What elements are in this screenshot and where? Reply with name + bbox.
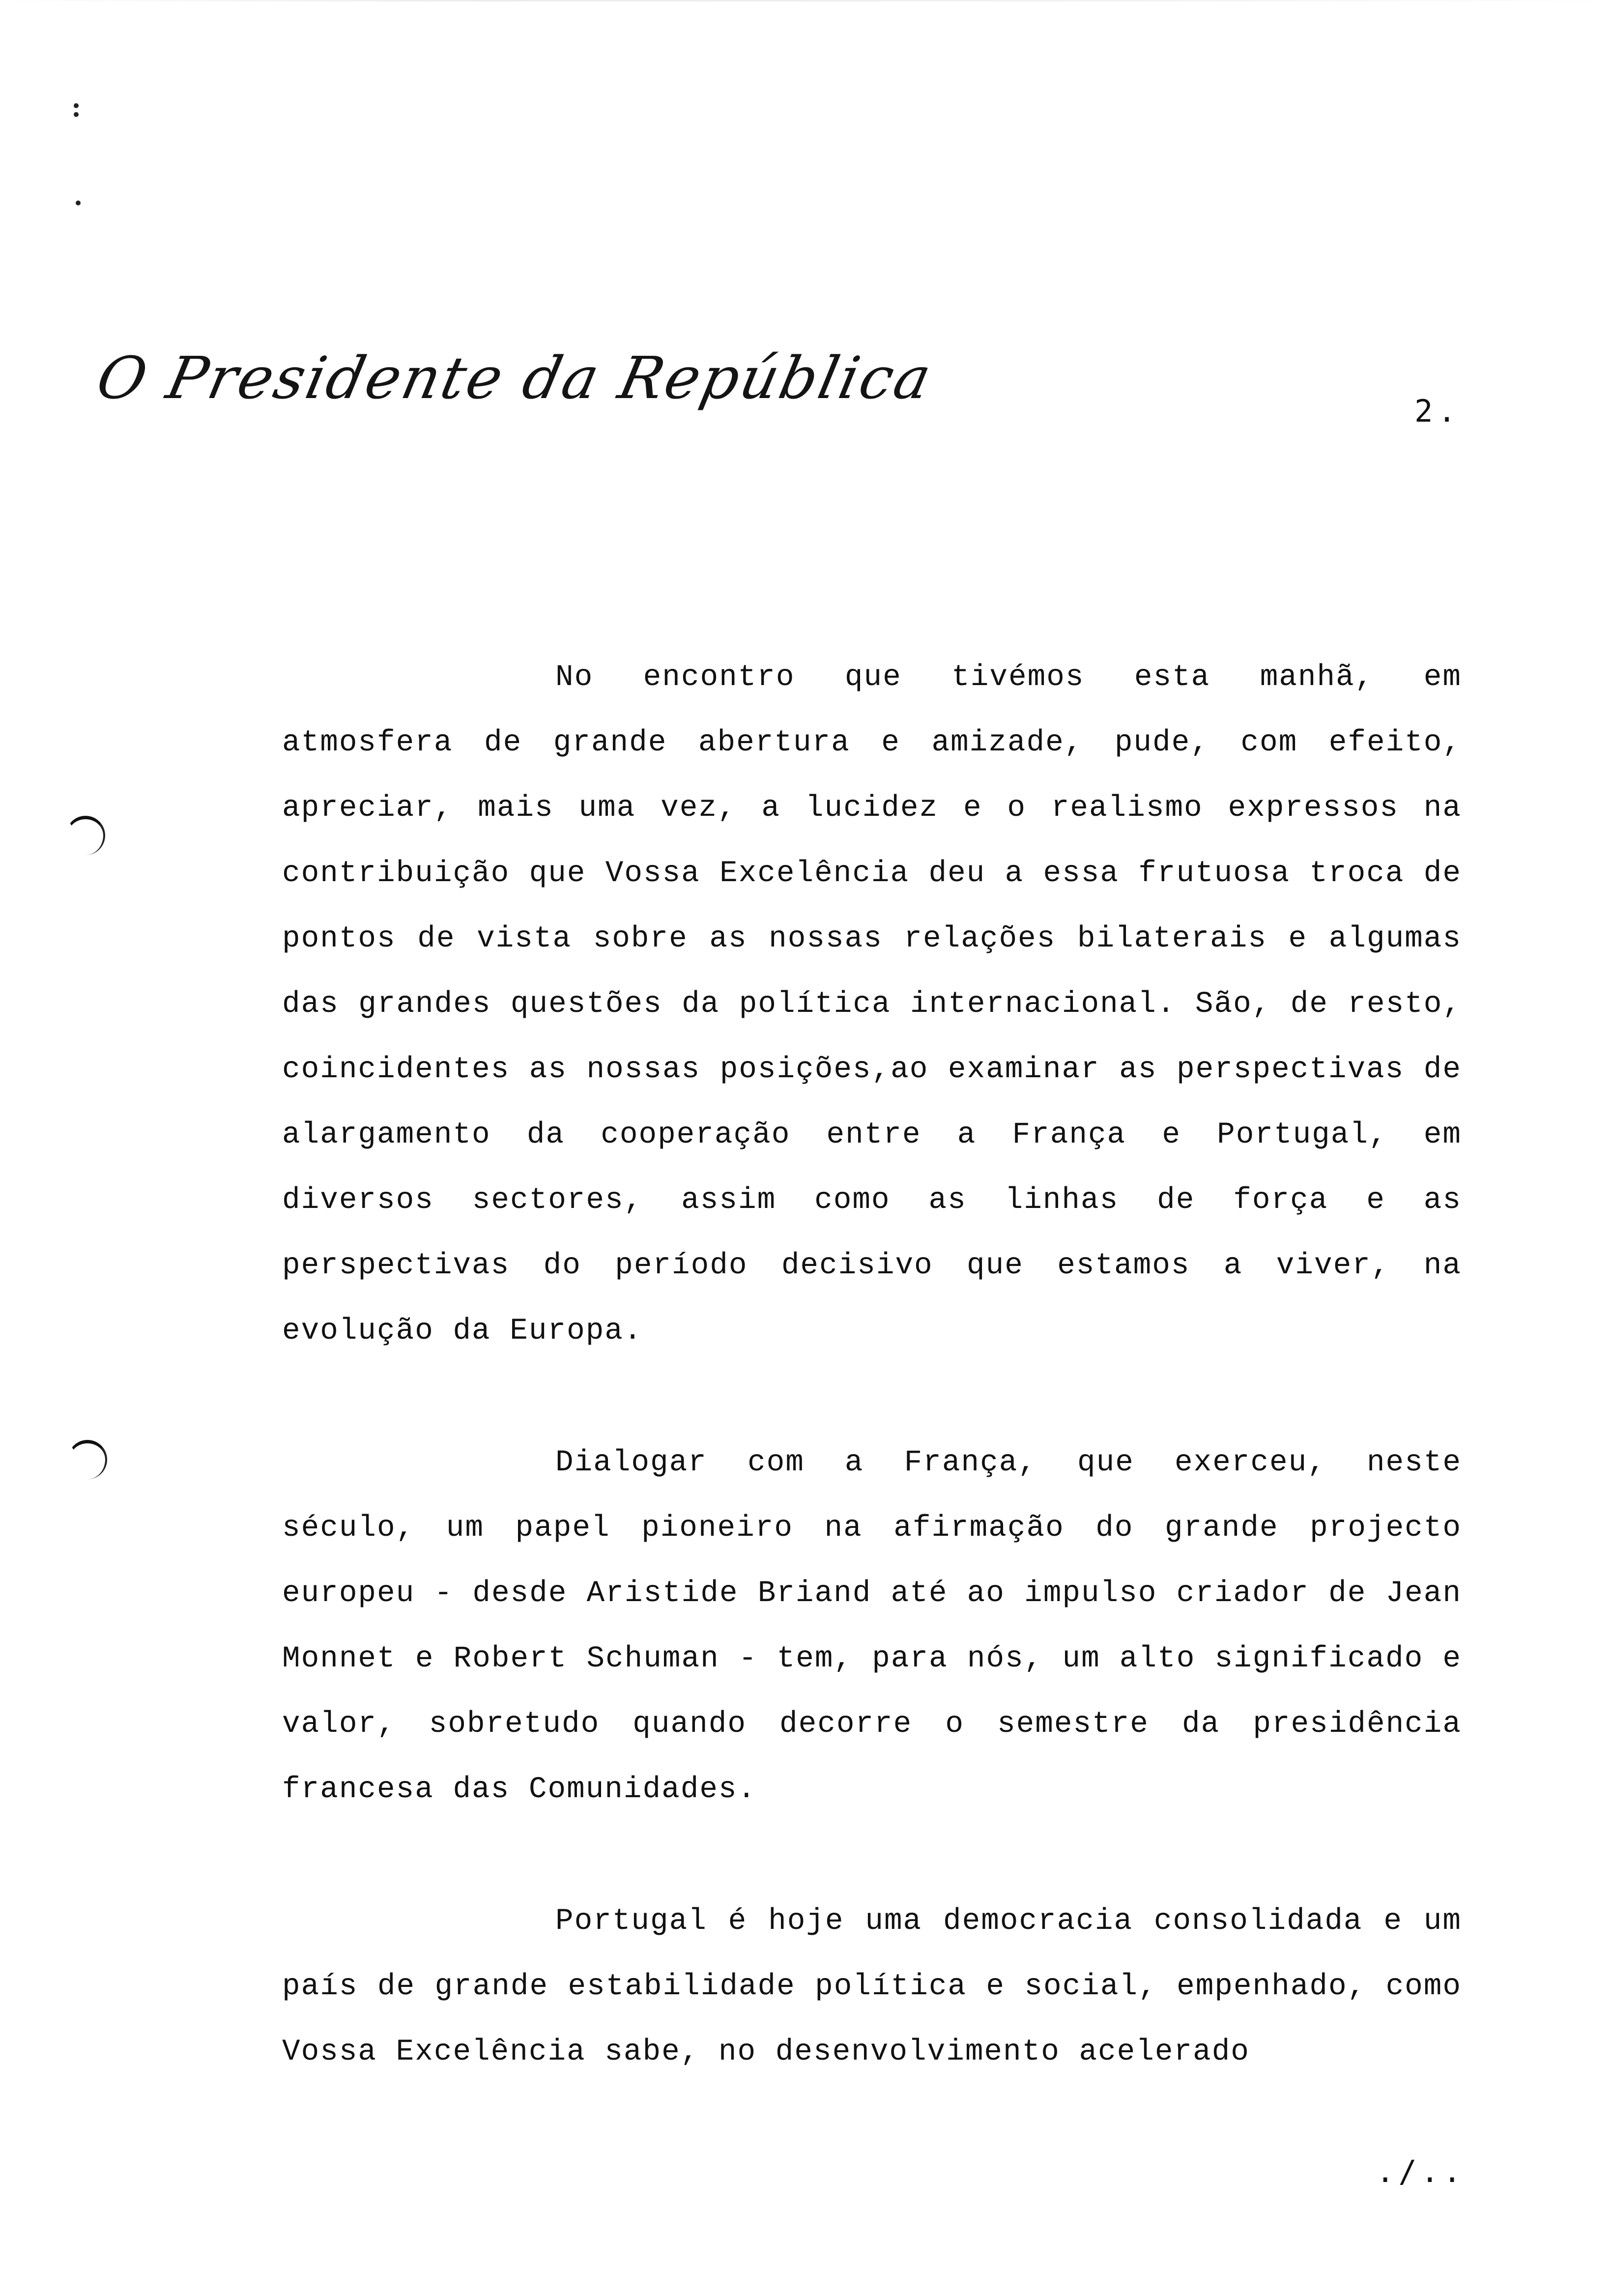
scan-edge-artifact	[0, 0, 1612, 1]
punch-hole-mark	[66, 816, 105, 855]
letterhead: O Presidente da República	[91, 344, 939, 412]
paragraph: No encontro que tivémos esta manhã, em atmosfera de grande abertura e amizade, pude, com efeito, apreciar, mais uma vez, a lucidez e o realismo expressos na contribuição que Vossa Excelência deu a essa frutuosa troca de pontos de vista sobre as nossas relações bilaterais e algumas das grandes questões da política internacional. São, de resto, coincidentes as nossas posições,ao examinar as perspectivas de alargamento da cooperação entre a França e Portugal, em diversos sectores, assim como as linhas de força e as perspectivas do período decisivo que estamos a viver, na evolução da Europa.	[282, 660, 1462, 1348]
paragraph: Dialogar com a França, que exerceu, neste século, um papel pioneiro na afirmação do grande projecto europeu - desde Aristide Briand até ao impulso criador de Jean Monnet e Robert Schuman - tem, para nós, um alto significado e valor, sobretudo quando decorre o semestre da presidência francesa das Comunidades.	[282, 1446, 1462, 1807]
letter-body	[282, 645, 1462, 2151]
margin-dot	[76, 201, 81, 205]
margin-dot	[74, 112, 79, 117]
punch-hole-mark	[68, 1440, 107, 1479]
paragraph: Portugal é hoje uma democracia consolidada e um país de grande estabilidade política e social, empenhado, como Vossa Excelência sabe, no desenvolvimento acelerado	[282, 1904, 1462, 2069]
margin-dot	[74, 103, 79, 108]
page-number: 2.	[1414, 393, 1461, 429]
continuation-mark: ./..	[1376, 2153, 1466, 2189]
